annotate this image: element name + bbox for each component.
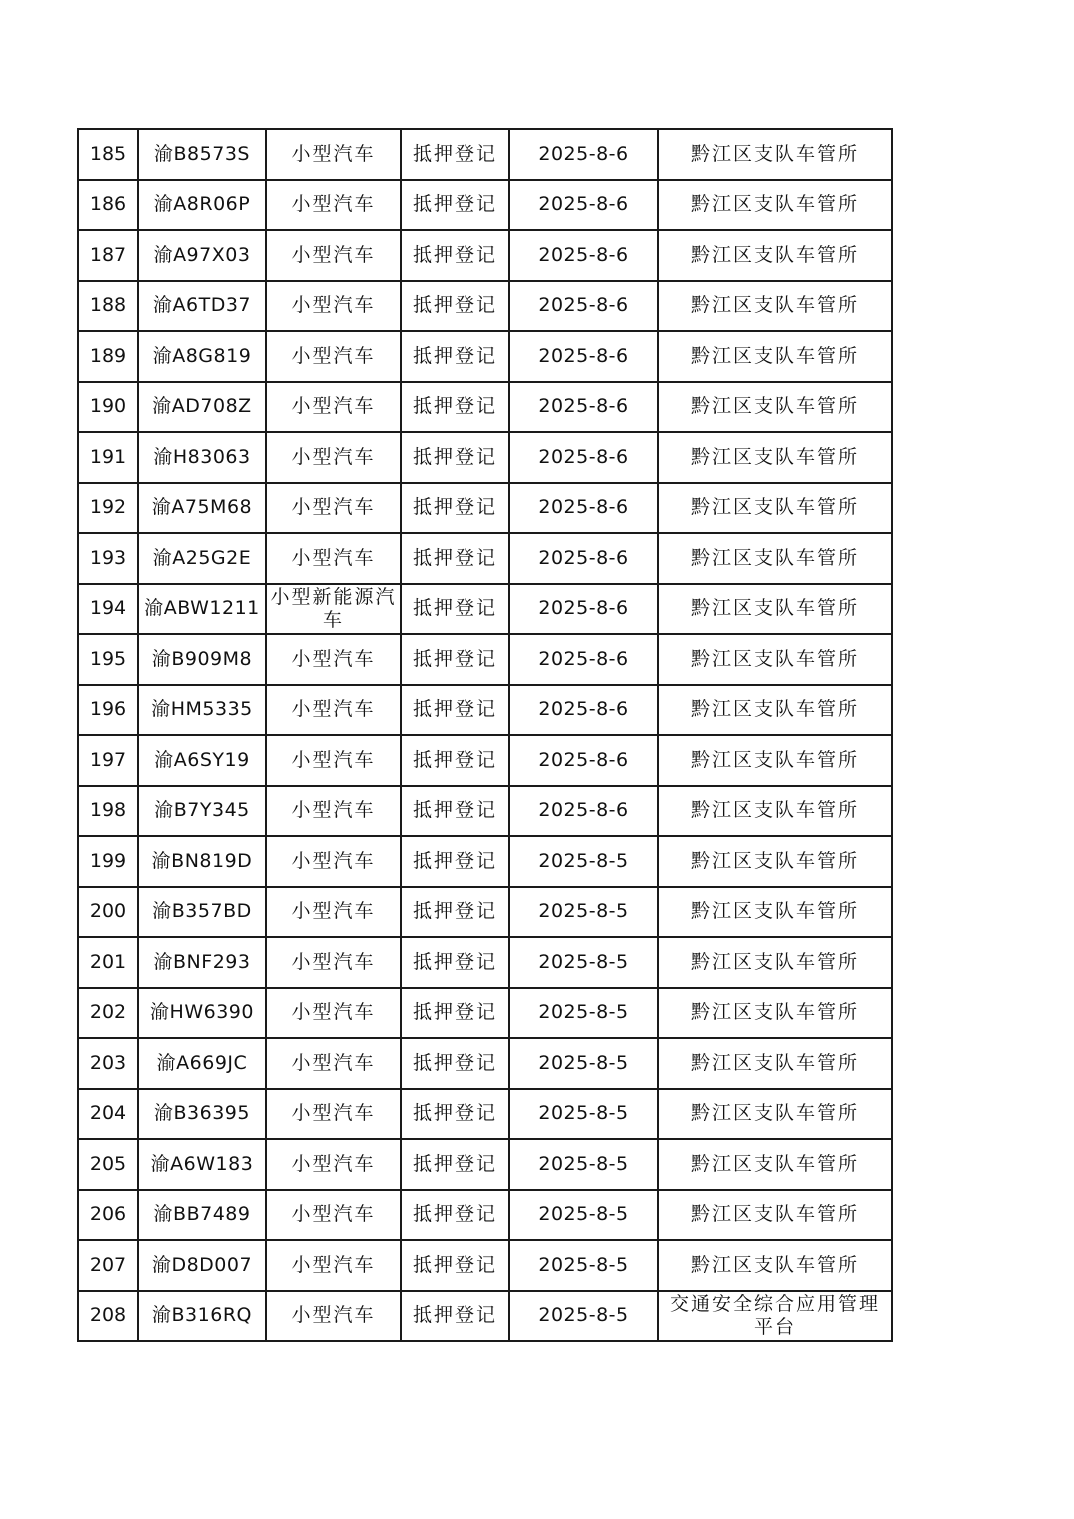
table-row xyxy=(78,432,892,483)
business-type-cell: 抵押登记 xyxy=(401,634,509,685)
plate-number-cell: 渝B909M8 xyxy=(138,634,266,685)
plate-number-cell: 渝A6SY19 xyxy=(138,735,266,786)
date-cell: 2025-8-5 xyxy=(509,836,658,887)
row-number-cell: 208 xyxy=(78,1291,138,1342)
vehicle-type-cell: 小型汽车 xyxy=(266,735,401,786)
row-number-cell: 189 xyxy=(78,331,138,382)
plate-number-cell: 渝BN819D xyxy=(138,836,266,887)
business-type-cell: 抵押登记 xyxy=(401,1139,509,1190)
plate-number-cell: 渝B7Y345 xyxy=(138,786,266,837)
business-type-cell: 抵押登记 xyxy=(401,685,509,736)
business-type-cell: 抵押登记 xyxy=(401,281,509,332)
table-row xyxy=(78,937,892,988)
plate-number-cell: 渝B36395 xyxy=(138,1089,266,1140)
date-cell: 2025-8-5 xyxy=(509,1240,658,1291)
business-type-cell: 抵押登记 xyxy=(401,735,509,786)
date-cell: 2025-8-6 xyxy=(509,685,658,736)
table-row xyxy=(78,988,892,1039)
date-cell: 2025-8-5 xyxy=(509,1038,658,1089)
business-type-cell: 抵押登记 xyxy=(401,786,509,837)
row-number-cell: 198 xyxy=(78,786,138,837)
vehicle-type-cell: 小型汽车 xyxy=(266,1190,401,1241)
plate-number-cell: 渝A6W183 xyxy=(138,1139,266,1190)
table-row xyxy=(78,533,892,584)
plate-number-cell: 渝A75M68 xyxy=(138,483,266,534)
office-cell: 黔江区支队车管所 xyxy=(658,331,892,382)
vehicle-type-cell: 小型汽车 xyxy=(266,836,401,887)
row-number-cell: 190 xyxy=(78,382,138,433)
business-type-cell: 抵押登记 xyxy=(401,1291,509,1342)
vehicle-type-cell: 小型汽车 xyxy=(266,129,401,180)
business-type-cell: 抵押登记 xyxy=(401,1240,509,1291)
office-cell: 黔江区支队车管所 xyxy=(658,735,892,786)
office-cell: 黔江区支队车管所 xyxy=(658,685,892,736)
vehicle-type-cell: 小型汽车 xyxy=(266,1291,401,1342)
table-row xyxy=(78,129,892,180)
office-cell: 黔江区支队车管所 xyxy=(658,382,892,433)
table-row xyxy=(78,836,892,887)
date-cell: 2025-8-6 xyxy=(509,382,658,433)
plate-number-cell: 渝A25G2E xyxy=(138,533,266,584)
office-cell: 黔江区支队车管所 xyxy=(658,1190,892,1241)
table-row xyxy=(78,331,892,382)
business-type-cell: 抵押登记 xyxy=(401,1038,509,1089)
plate-number-cell: 渝ABW1211 xyxy=(138,584,266,635)
plate-number-cell: 渝D8D007 xyxy=(138,1240,266,1291)
office-cell: 黔江区支队车管所 xyxy=(658,1038,892,1089)
vehicle-type-cell: 小型汽车 xyxy=(266,230,401,281)
row-number-cell: 205 xyxy=(78,1139,138,1190)
vehicle-type-cell: 小型汽车 xyxy=(266,382,401,433)
office-cell: 黔江区支队车管所 xyxy=(658,887,892,938)
office-cell: 黔江区支队车管所 xyxy=(658,836,892,887)
table-row xyxy=(78,685,892,736)
date-cell: 2025-8-5 xyxy=(509,988,658,1039)
business-type-cell: 抵押登记 xyxy=(401,836,509,887)
office-cell: 黔江区支队车管所 xyxy=(658,180,892,231)
vehicle-type-cell: 小型汽车 xyxy=(266,1240,401,1291)
plate-number-cell: 渝B316RQ xyxy=(138,1291,266,1342)
table-row xyxy=(78,584,892,635)
row-number-cell: 197 xyxy=(78,735,138,786)
row-number-cell: 196 xyxy=(78,685,138,736)
table-row xyxy=(78,1190,892,1241)
date-cell: 2025-8-5 xyxy=(509,1291,658,1342)
business-type-cell: 抵押登记 xyxy=(401,533,509,584)
date-cell: 2025-8-6 xyxy=(509,584,658,635)
office-cell: 黔江区支队车管所 xyxy=(658,786,892,837)
business-type-cell: 抵押登记 xyxy=(401,331,509,382)
row-number-cell: 201 xyxy=(78,937,138,988)
date-cell: 2025-8-5 xyxy=(509,1139,658,1190)
office-cell: 黔江区支队车管所 xyxy=(658,584,892,635)
plate-number-cell: 渝AD708Z xyxy=(138,382,266,433)
row-number-cell: 199 xyxy=(78,836,138,887)
office-cell: 黔江区支队车管所 xyxy=(658,230,892,281)
vehicle-type-cell: 小型汽车 xyxy=(266,988,401,1039)
table-row xyxy=(78,382,892,433)
date-cell: 2025-8-5 xyxy=(509,937,658,988)
date-cell: 2025-8-6 xyxy=(509,129,658,180)
vehicle-type-cell: 小型汽车 xyxy=(266,634,401,685)
vehicle-type-cell: 小型汽车 xyxy=(266,937,401,988)
office-cell: 黔江区支队车管所 xyxy=(658,533,892,584)
row-number-cell: 204 xyxy=(78,1089,138,1140)
office-cell: 黔江区支队车管所 xyxy=(658,988,892,1039)
plate-number-cell: 渝A97X03 xyxy=(138,230,266,281)
office-cell: 交通安全综合应用管理平台 xyxy=(658,1291,892,1342)
date-cell: 2025-8-5 xyxy=(509,1190,658,1241)
date-cell: 2025-8-6 xyxy=(509,180,658,231)
row-number-cell: 207 xyxy=(78,1240,138,1291)
plate-number-cell: 渝A669JC xyxy=(138,1038,266,1089)
registration-table xyxy=(77,128,893,1342)
date-cell: 2025-8-5 xyxy=(509,1089,658,1140)
row-number-cell: 195 xyxy=(78,634,138,685)
business-type-cell: 抵押登记 xyxy=(401,937,509,988)
table-row xyxy=(78,887,892,938)
date-cell: 2025-8-6 xyxy=(509,331,658,382)
plate-number-cell: 渝B8573S xyxy=(138,129,266,180)
row-number-cell: 188 xyxy=(78,281,138,332)
plate-number-cell: 渝BB7489 xyxy=(138,1190,266,1241)
business-type-cell: 抵押登记 xyxy=(401,1190,509,1241)
plate-number-cell: 渝A8G819 xyxy=(138,331,266,382)
table-row xyxy=(78,1089,892,1140)
vehicle-type-cell: 小型汽车 xyxy=(266,1139,401,1190)
business-type-cell: 抵押登记 xyxy=(401,887,509,938)
vehicle-type-cell: 小型汽车 xyxy=(266,1038,401,1089)
row-number-cell: 194 xyxy=(78,584,138,635)
date-cell: 2025-8-6 xyxy=(509,735,658,786)
plate-number-cell: 渝HW6390 xyxy=(138,988,266,1039)
row-number-cell: 186 xyxy=(78,180,138,231)
vehicle-type-cell: 小型新能源汽车 xyxy=(266,584,401,635)
business-type-cell: 抵押登记 xyxy=(401,1089,509,1140)
table-row xyxy=(78,634,892,685)
business-type-cell: 抵押登记 xyxy=(401,180,509,231)
date-cell: 2025-8-6 xyxy=(509,533,658,584)
table-row xyxy=(78,1240,892,1291)
office-cell: 黔江区支队车管所 xyxy=(658,281,892,332)
table-row xyxy=(78,1038,892,1089)
plate-number-cell: 渝BNF293 xyxy=(138,937,266,988)
vehicle-type-cell: 小型汽车 xyxy=(266,180,401,231)
office-cell: 黔江区支队车管所 xyxy=(658,1240,892,1291)
table-body xyxy=(78,129,892,1341)
office-cell: 黔江区支队车管所 xyxy=(658,937,892,988)
vehicle-type-cell: 小型汽车 xyxy=(266,281,401,332)
office-cell: 黔江区支队车管所 xyxy=(658,483,892,534)
row-number-cell: 192 xyxy=(78,483,138,534)
date-cell: 2025-8-6 xyxy=(509,483,658,534)
business-type-cell: 抵押登记 xyxy=(401,432,509,483)
row-number-cell: 206 xyxy=(78,1190,138,1241)
plate-number-cell: 渝HM5335 xyxy=(138,685,266,736)
row-number-cell: 187 xyxy=(78,230,138,281)
table-row xyxy=(78,735,892,786)
vehicle-type-cell: 小型汽车 xyxy=(266,1089,401,1140)
vehicle-type-cell: 小型汽车 xyxy=(266,786,401,837)
office-cell: 黔江区支队车管所 xyxy=(658,1139,892,1190)
table-row xyxy=(78,483,892,534)
office-cell: 黔江区支队车管所 xyxy=(658,1089,892,1140)
date-cell: 2025-8-6 xyxy=(509,281,658,332)
vehicle-type-cell: 小型汽车 xyxy=(266,483,401,534)
table-row xyxy=(78,230,892,281)
business-type-cell: 抵押登记 xyxy=(401,584,509,635)
business-type-cell: 抵押登记 xyxy=(401,382,509,433)
table-row xyxy=(78,786,892,837)
date-cell: 2025-8-5 xyxy=(509,887,658,938)
vehicle-type-cell: 小型汽车 xyxy=(266,533,401,584)
date-cell: 2025-8-6 xyxy=(509,786,658,837)
office-cell: 黔江区支队车管所 xyxy=(658,634,892,685)
date-cell: 2025-8-6 xyxy=(509,634,658,685)
business-type-cell: 抵押登记 xyxy=(401,230,509,281)
office-cell: 黔江区支队车管所 xyxy=(658,432,892,483)
table-row xyxy=(78,180,892,231)
row-number-cell: 185 xyxy=(78,129,138,180)
plate-number-cell: 渝A6TD37 xyxy=(138,281,266,332)
plate-number-cell: 渝A8R06P xyxy=(138,180,266,231)
vehicle-type-cell: 小型汽车 xyxy=(266,887,401,938)
business-type-cell: 抵押登记 xyxy=(401,129,509,180)
business-type-cell: 抵押登记 xyxy=(401,988,509,1039)
business-type-cell: 抵押登记 xyxy=(401,483,509,534)
date-cell: 2025-8-6 xyxy=(509,230,658,281)
vehicle-type-cell: 小型汽车 xyxy=(266,685,401,736)
office-cell: 黔江区支队车管所 xyxy=(658,129,892,180)
table-row xyxy=(78,1291,892,1342)
vehicle-type-cell: 小型汽车 xyxy=(266,331,401,382)
table-row xyxy=(78,281,892,332)
row-number-cell: 191 xyxy=(78,432,138,483)
vehicle-type-cell: 小型汽车 xyxy=(266,432,401,483)
row-number-cell: 193 xyxy=(78,533,138,584)
plate-number-cell: 渝B357BD xyxy=(138,887,266,938)
date-cell: 2025-8-6 xyxy=(509,432,658,483)
row-number-cell: 202 xyxy=(78,988,138,1039)
table-row xyxy=(78,1139,892,1190)
row-number-cell: 203 xyxy=(78,1038,138,1089)
row-number-cell: 200 xyxy=(78,887,138,938)
plate-number-cell: 渝H83063 xyxy=(138,432,266,483)
